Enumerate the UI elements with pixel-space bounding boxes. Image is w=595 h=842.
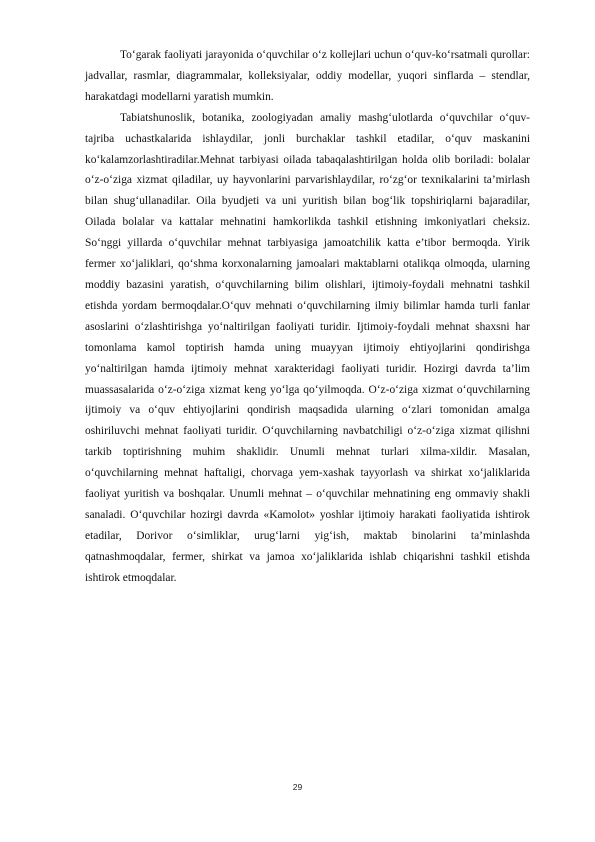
paragraph-2: Tabiatshunoslik, botanika, zoologiyadan amaliy mashg‘ulotlarda o‘quvchilar o‘quv-tajriba uchastkalarida ishlaydilar, jonli burchaklar tashkil etadilar, o‘quv maskanini ko‘kalamzorlashtiradilar.Mehnat tarbiyasi oilada tabaqalashtirilgan holda olib boriladi: bolalar o‘z-o‘ziga xizmat qiladilar, uy hayvonlarini parvarishlaydilar, ro‘zg‘or texnikalarini ta’mirlash bilan shug‘ullanadilar. Oila byudjeti va uni yuritish bilan bog‘lik topshiriqlarni bajaradilar, Oilada bolalar va kattalar mehnatini hamkorlikda tashkil etishning imkoniyatlari cheksiz. So‘nggi yillarda o‘quvchilar mehnat tarbiyasiga jamoatchilik katta e’tibor bermoqda. Yirik fermer xo‘jaliklari, qo‘shma korxonalarning jamoalari maktablarni otalikqa olmoqda, ularning moddiy bazasini yaratish, o‘quvchilarning bilim olishlari, ijtimoiy-foydali mehnatni tashkil etishda yordam bermoqdalar.O‘quv mehnati o‘quvchilarning ilmiy bilimlar hamda turli fanlar asoslarini o‘zlashtirishga yo‘naltirilgan faoliyati turidir. Ijtimoiy-foydali mehnat shaxsni har tomonlama kamol toptirish hamda uning muayyan ijtimoiy ehtiyojlarini qondirishga yo‘naltirilgan hamda ijtimoiy mehnat xarakteridagi faoliyati turidir. Hozirgi davrda ta’lim muassasalarida o‘z-o‘ziga xizmat keng yo‘lga qo‘yilmoqda. O‘z-o‘ziga xizmat o‘quvchilarning ijtimoiy va o‘quv ehtiyojlarini qondirish maqsadida ularning o‘zlari tomonidan amalga oshiriluvchi mehnat faoliyati turidir. O‘quvchilarning navbatchiligi o‘z-o‘ziga xizmat qilishni tarkib toptirishning muhim shaklidir. Unumli mehnat turlari xilma-xildir. Masalan, o‘quvchilarning mehnat haftaligi, chorvaga yem-xashak tayyorlash va shirkat xo‘jaliklarida faoliyat yuritish va boshqalar. Unumli mehnat – o‘quvchilar mehnatining eng ommaviy shakli sanaladi. O‘quvchilar hozirgi davrda «Kamolot» yoshlar ijtimoiy harakati faoliyatida ishtirok etadilar, Dorivor o‘simliklar, urug‘larni yig‘ish, maktab binolarini ta’minlashda qatnashmoqdalar, fermer, shirkat va jamoa xo‘jaliklarida ishlab chiqarishni tashkil etishda ishtirok etmoqdalar.	[85, 111, 530, 584]
page-number: 29	[292, 782, 303, 792]
document-body	[85, 45, 530, 589]
paragraph-1: To‘garak faoliyati jarayonida o‘quvchilar o‘z kollejlari uchun o‘quv-ko‘rsatmali qurollar: jadvallar, rasmlar, diagrammalar, kolleksiyalar, oddiy modellar, yuqori sinflarda – stendlar, harakatdagi modellarni yaratish mumkin.	[85, 49, 530, 103]
